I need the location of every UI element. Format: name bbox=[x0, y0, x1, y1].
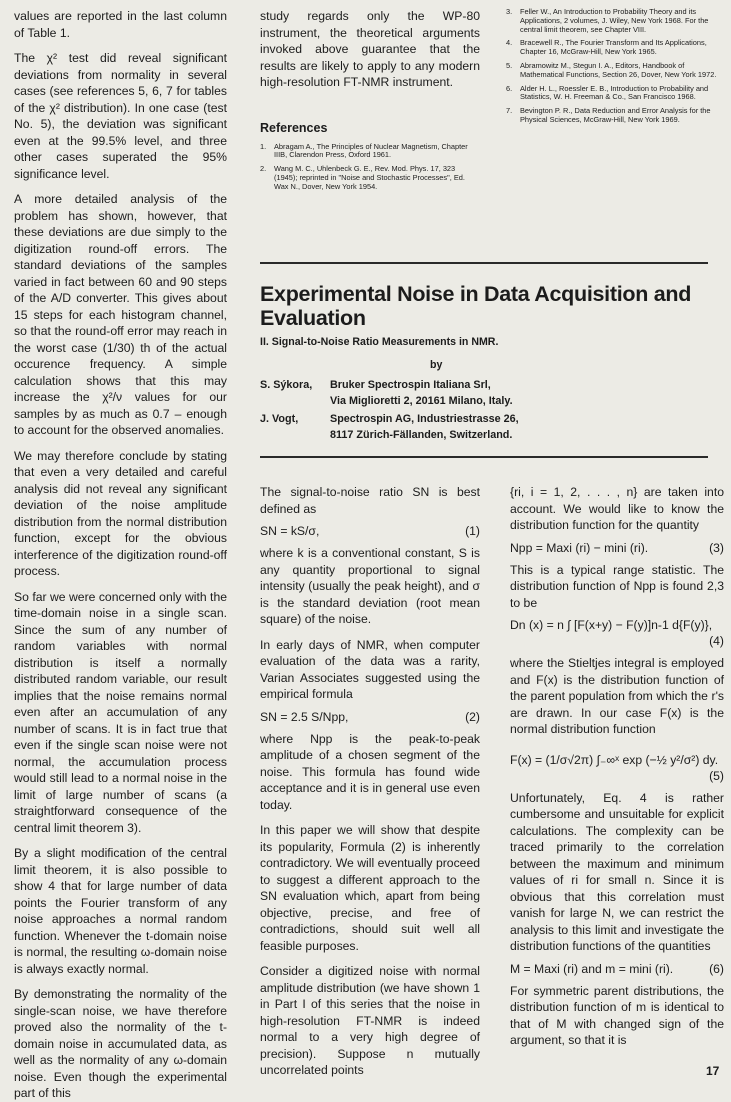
paragraph: In this paper we will show that despite its popularity, Formula (2) is inherently contradictory. We will eventually proceed to suggest a different approach to the SN evaluation which, apart from being objective, precise, and free of contradictions, should suit well all feasible purposes. bbox=[260, 823, 480, 953]
paragraph: Consider a digitized noise with normal amplitude distribution (we have shown 1 in Part I of this series that the noise in high-resolution FT-NMR is indeed normal to a very high degree of precision). Suppose n mutually uncorrelated points bbox=[260, 964, 480, 1077]
paragraph: study regards only the WP-80 instrument, the theoretical arguments invoked above guarantee that the results are likely to apply to any modern high-resolution FT-NMR instrument. bbox=[260, 9, 480, 89]
article-subtitle: II. Signal-to-Noise Ratio Measurements in NMR. bbox=[260, 336, 499, 348]
reference-item: 7. Bevington P. R., Data Reduction and Error Analysis for the Physical Sciences, McGraw-Hill, New York 1969. bbox=[506, 106, 711, 124]
paragraph: The signal-to-noise ratio SN is best defined as bbox=[260, 485, 480, 516]
paragraph: By a slight modification of the central limit theorem, it is also possible to show 4 that for large number of data points the Fourier transform of any noise approaches a normal random function. Whenever the t-domain noise is normal, the resulting ω-domain noise is always exactly normal. bbox=[14, 846, 227, 976]
reference-item: 5. Abramowitz M., Stegun I. A., Editors, Handbook of Mathematical Functions, Section 26, Dover, New York 1972. bbox=[506, 60, 717, 79]
bottom-rule bbox=[260, 456, 708, 458]
author-affiliation: Bruker Spectrospin Italiana Srl, Via Miglioretti 2, 20161 Milano, Italy. bbox=[330, 379, 513, 407]
references-list-a bbox=[260, 143, 480, 192]
equation-3: Npp = Maxi (ri) − mini (ri). (3) bbox=[510, 540, 724, 555]
paragraph: A more detailed analysis of the problem has shown, however, that these deviations are due simply to the digitization round-off errors. The standard deviations of the samples varied in fact between 60 and 90 steps of the A/D converter. This gives about 15 steps for each histogram channel, so that the round-off error may reach in the worst case (1/30) th of the actual occurence frequency. A simple calculation shows that this may increase the χ²/ν values for our samples by as much as 0.7 – enough to account for the observed anomalies. bbox=[14, 192, 227, 437]
references-list-b bbox=[506, 8, 722, 125]
paragraph: Unfortunately, Eq. 4 is rather cumbersome and unsuitable for explicit calculations. The complexity can be traced primarily to the correlation between the maximum and minimum values of ri for small n. Since it is obvious that this correlation must vanish for large N, we can restrict the analysis to this limit and investigate the distribution functions of the quantities bbox=[510, 790, 724, 953]
paragraph: In early days of NMR, when computer evaluation of the data was a rarity, Varian Associates suggested using the empirical formula bbox=[260, 637, 480, 701]
equation-5: F(x) = (1/σ√2π) ∫₋∞ˣ exp (−½ y²/σ²) dy. (5) bbox=[510, 752, 724, 783]
equation-2: SN = 2.5 S/Npp, (2) bbox=[260, 709, 480, 724]
paragraph: {ri, i = 1, 2, . . . , n} are taken into account. We would like to know the distribution function for the quantity bbox=[510, 485, 724, 532]
body-column-a bbox=[260, 484, 480, 1079]
author-affiliation: Spectrospin AG, Industriestrasse 26, 8117 Zürich-Fällanden, Switzerland. bbox=[330, 413, 519, 441]
equation-1: SN = kS/σ, (1) bbox=[260, 524, 480, 538]
paragraph: The χ² test did reveal significant deviations from normality in several cases (see references 5, 6, 7 for tables of the χ² distribution). In one case (test No. 5), the deviation was significant even at the 99.5% level, and three other cases superated the 95% significance level. bbox=[14, 51, 227, 181]
paragraph: By demonstrating the normality of the single-scan noise, we have therefore proved also the normality of the t-domain noise in accumulated data, as well as the normality of any ω-domain noise. Even though the experimental part of this bbox=[14, 987, 227, 1100]
paragraph: where the Stieltjes integral is employed and F(x) is the distribution function of the parent population from which the r's are drawn. In our case F(x) is the normal distribution function bbox=[510, 656, 724, 736]
equation-4: Dn (x) = n ∫ [F(x+y) − F(y)]n-1 d{F(y)}, (4) bbox=[510, 618, 724, 648]
author-name: J. Vogt, bbox=[260, 413, 299, 425]
reference-item: 4. Bracewell R., The Fourier Transform and Its Applications, Chapter 16, McGraw-Hill, New York 1965. bbox=[506, 38, 707, 57]
author-name: S. Sýkora, bbox=[260, 379, 313, 391]
page-number: 17 bbox=[706, 1064, 720, 1078]
reference-item: 2. Wang M. C., Uhlenbeck G. E., Rev. Mod. Phys. 17, 323 (1945); reprinted in "Noise and Stochastic Processes", Ed. Wax N., Dover, New York 1954. bbox=[260, 164, 465, 191]
top-rule bbox=[260, 262, 708, 264]
paragraph: This is a typical range statistic. The distribution function of Npp is found 2,3 to be bbox=[510, 562, 724, 610]
paragraph: For symmetric parent distributions, the distribution function of m is identical to that of M with changed sign of the argument, so that it is bbox=[510, 983, 724, 1047]
middle-top-column bbox=[260, 8, 480, 196]
reference-item: 1. Abragam A., The Principles of Nuclear Magnetism, Chapter IIIB, Clarendon Press, Oxford 1961. bbox=[260, 141, 468, 160]
equation-6: M = Maxi (ri) and m = mini (ri). (6) bbox=[510, 961, 724, 976]
article-title: Experimental Noise in Data Acquisition and Evaluation bbox=[260, 282, 692, 330]
paragraph: We may therefore conclude by stating that even a very detailed and careful analysis did not reveal any significant deviation of the noise amplitude distribution from the normal distribution function, except for the obvious interference of the digitization round-off process. bbox=[14, 448, 227, 578]
by-line: by bbox=[430, 359, 443, 371]
reference-item: 6. Alder H. L., Roessler E. B., Introduction to Probability and Statistics, W. H. Freeman & Co., San Francisco 1968. bbox=[506, 83, 709, 102]
references-heading: References bbox=[260, 120, 328, 135]
paragraph: where k is a conventional constant, S is any quantity proportional to signal intensity (usually the peak height), and σ is the standard deviation (root mean square) of the noise. bbox=[260, 546, 480, 626]
paragraph: where Npp is the peak-to-peak amplitude of a chosen segment of the noise. This formula has found wide acceptance and it is in general use even today. bbox=[260, 731, 480, 812]
reference-item: 3. Feller W., An Introduction to Probability Theory and its Applications, 2 volumes, J. Wiley, New York 1968. For the central limit theorem, see Chapter VIII. bbox=[506, 7, 709, 34]
body-column-b bbox=[510, 484, 724, 1049]
left-column bbox=[14, 8, 227, 1102]
right-top-column bbox=[506, 8, 722, 130]
paragraph: So far we were concerned only with the time-domain noise in a single scan. Since the sum of any number of random variables with normal distribution is itself a normally distributed random variable, our result implies that the noise remains normal even after an accumulation of any number of scans. It is in fact true that even if the single scan noise were not normal, the accumulation process would still lead to a normal noise in the limit of large number of scans (a straightforward consequence of the central limit theorem 3). bbox=[14, 589, 227, 835]
paragraph: values are reported in the last column of Table 1. bbox=[14, 9, 227, 40]
